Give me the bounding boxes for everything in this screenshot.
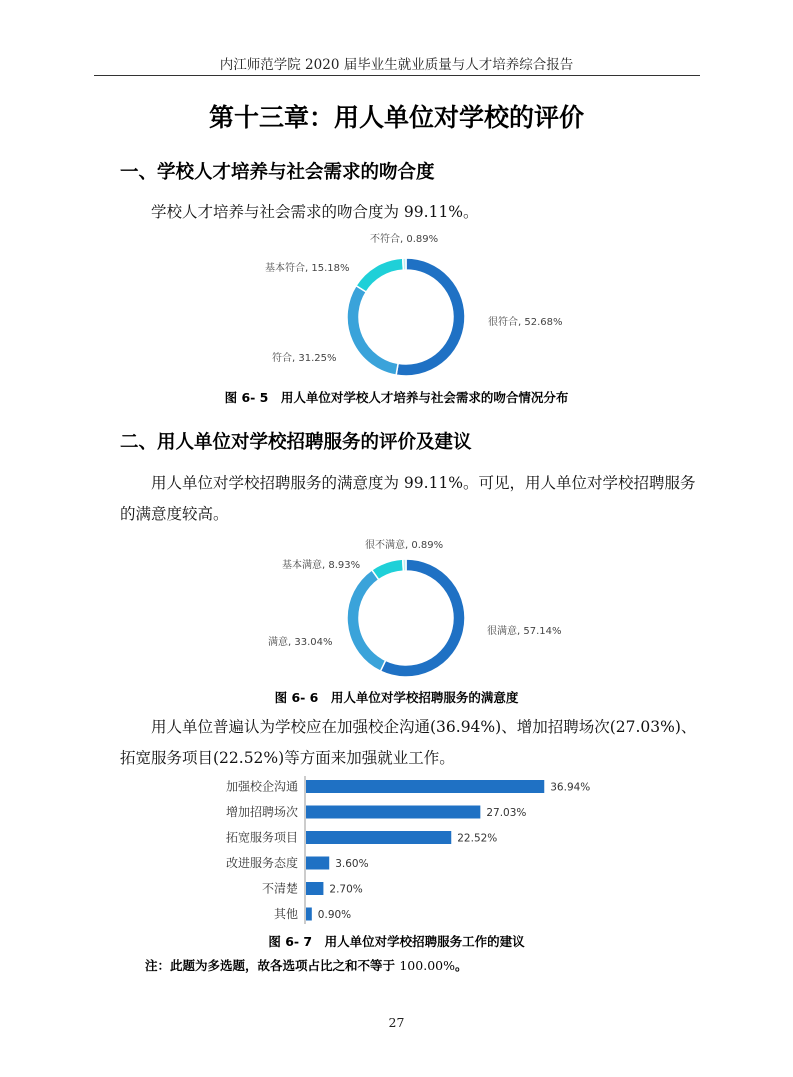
donut2-label-satisfied: 满意, 33.04% bbox=[268, 637, 333, 648]
donut1-label-basic-fit: 基本符合, 15.18% bbox=[265, 263, 350, 274]
paragraph-recruitment-suggestions: 用人单位普遍认为学校应在加强校企沟通(36.94%)、增加招聘场次(27.03%)、拓宽服务项目(22.52%)等方面来加强就业工作。 bbox=[120, 718, 697, 767]
donut-slices-recruitment-satisfaction bbox=[347, 559, 465, 677]
bar-value-label-6: 0.90% bbox=[317, 909, 352, 921]
report-header-title: 内江师范学院 2020 届毕业生就业质量与人才培养综合报告 bbox=[219, 57, 574, 73]
donut1-slice-3 bbox=[356, 258, 403, 292]
footnote-value: 100.00% bbox=[399, 958, 455, 973]
footnote-multiple-choice bbox=[145, 956, 468, 974]
figure-caption-6-6: 图 6- 6 用人单位对学校招聘服务的满意度 bbox=[274, 690, 519, 705]
bar-4 bbox=[306, 857, 329, 870]
donut1-slice-4 bbox=[403, 258, 406, 270]
chapter-title: 第十三章：用人单位对学校的评价 bbox=[208, 103, 584, 132]
paragraph-fit-degree: 学校人才培养与社会需求的吻合度为 99.11%。 bbox=[151, 203, 479, 221]
section-heading-recruitment-service: 二、用人单位对学校招聘服务的评价及建议 bbox=[120, 432, 472, 453]
donut2-label-very-satisfied: 很满意, 57.14% bbox=[487, 626, 562, 637]
donut2-slice-3 bbox=[372, 559, 404, 580]
footnote-text: 注：此题为多选题，故各选项占比之和不等于 bbox=[145, 958, 400, 973]
bar-6 bbox=[306, 908, 312, 921]
bar-value-label-1: 36.94% bbox=[550, 781, 591, 794]
bar-category-label-4: 改进服务态度 bbox=[225, 856, 298, 870]
bar-category-label-3: 拓宽服务项目 bbox=[225, 830, 298, 845]
bar-value-label-2: 27.03% bbox=[486, 807, 527, 819]
paragraph-recruitment-satisfaction: 用人单位对学校招聘服务的满意度为 99.11%。可见，用人单位对学校招聘服务的满意度较高。 bbox=[120, 474, 696, 523]
bar-chart-bars bbox=[226, 779, 590, 922]
bar-value-label-5: 2.70% bbox=[329, 883, 363, 896]
bar-5 bbox=[306, 882, 323, 895]
donut1-label-not-fit: 不符合, 0.89% bbox=[370, 234, 439, 245]
bar-chart-recruitment-suggestions bbox=[0, 772, 793, 927]
donut-slices-fit-degree bbox=[347, 258, 465, 376]
bar-category-label-1: 加强校企沟通 bbox=[225, 779, 298, 794]
bar-3 bbox=[306, 831, 451, 844]
donut1-slice-2 bbox=[347, 286, 398, 376]
donut-chart-fit-degree bbox=[0, 225, 793, 385]
figure-caption-6-7: 图 6- 7 用人单位对学校招聘服务工作的建议 bbox=[268, 934, 525, 949]
footnote-suffix: 。 bbox=[454, 958, 468, 973]
donut1-label-very-fit: 很符合, 52.68% bbox=[488, 317, 563, 328]
section-heading-fit-degree: 一、学校人才培养与社会需求的吻合度 bbox=[120, 162, 435, 183]
donut2-slice-1 bbox=[380, 559, 465, 677]
donut1-label-fit: 符合, 31.25% bbox=[272, 353, 337, 364]
bar-category-label-6: 其他 bbox=[273, 907, 298, 921]
header-divider bbox=[94, 75, 700, 76]
bar-category-label-5: 不清楚 bbox=[261, 881, 298, 896]
bar-1 bbox=[306, 780, 544, 793]
donut2-label-very-dissatisfied: 很不满意, 0.89% bbox=[365, 540, 444, 551]
donut2-label-basic-satisfied: 基本满意, 8.93% bbox=[282, 560, 361, 571]
bar-category-label-2: 增加招聘场次 bbox=[225, 805, 298, 819]
donut1-slice-1 bbox=[396, 258, 465, 376]
page-number: 27 bbox=[388, 1015, 405, 1030]
donut2-slice-4 bbox=[403, 559, 406, 571]
bar-value-label-4: 3.60% bbox=[335, 858, 369, 870]
bar-2 bbox=[306, 806, 480, 819]
donut-chart-recruitment-satisfaction bbox=[0, 530, 793, 690]
figure-caption-6-5: 图 6- 5 用人单位对学校人才培养与社会需求的吻合情况分布 bbox=[224, 390, 569, 405]
bar-value-label-3: 22.52% bbox=[457, 832, 498, 845]
donut2-slice-2 bbox=[347, 570, 386, 671]
